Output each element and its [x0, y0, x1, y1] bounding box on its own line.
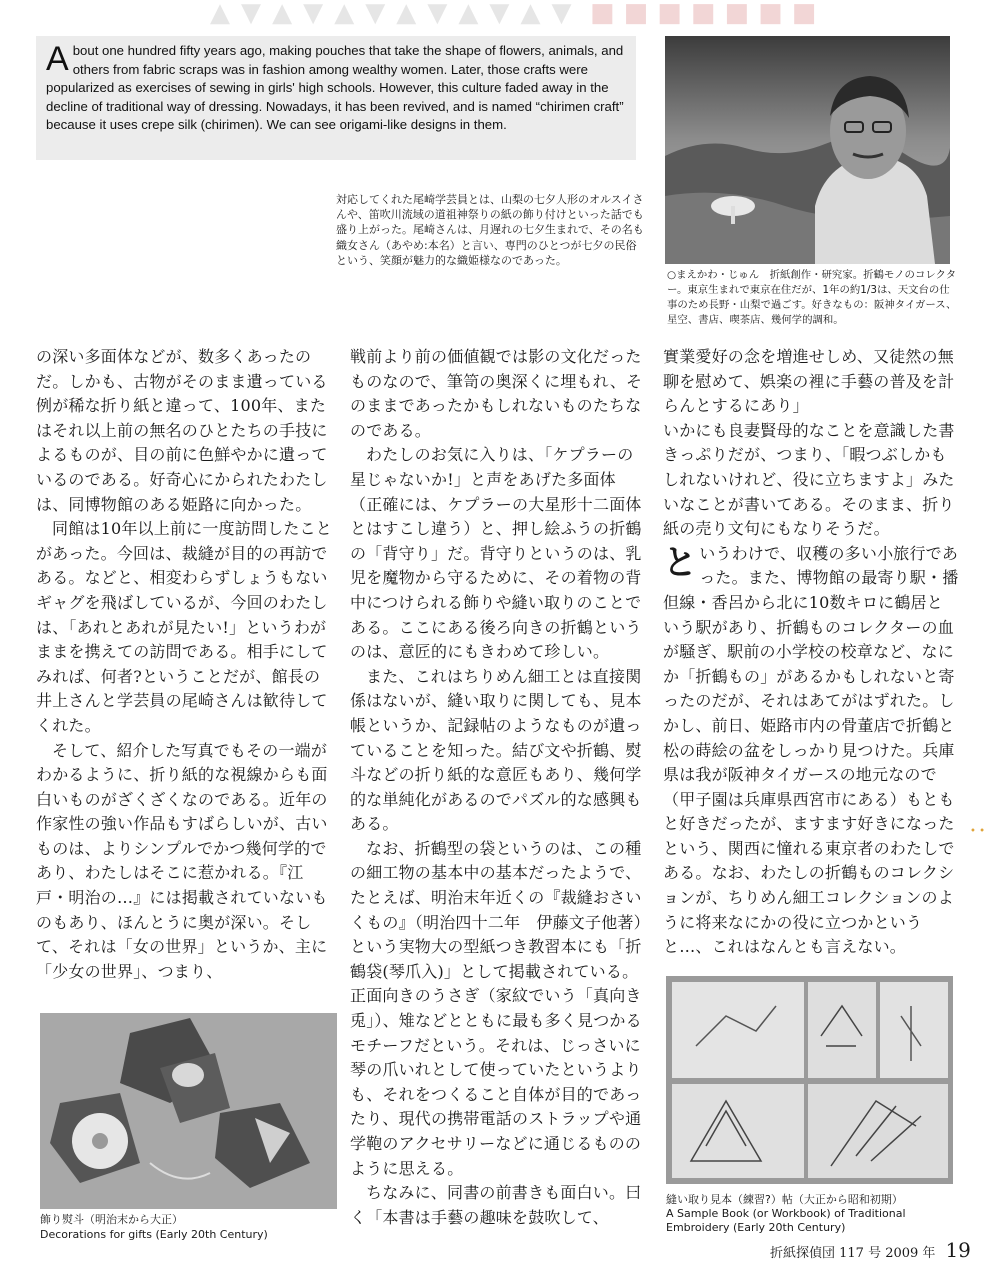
page-footer [770, 1238, 971, 1262]
paragraph: ちなみに、同書の前書きも面白い。曰く「本書は手藝の趣味を鼓吹して、 [350, 1183, 642, 1227]
article-column-3 [663, 345, 959, 960]
paragraph: なお、折鶴型の袋というのは、この種の細工物の基本中の基本だったようで、たとえば、明治末年近くの『裁縫おさいくもの』（明治四十二年 伊藤文子他著）という実物大の型紙つき教習本にも「折鶴袋(琴爪入)」として掲載されている。正面向きのうさぎ（家紋でいう「真向き兎」）、雉などとともに最も多く見つかるモチーフだという。それは、じっさいに琴の爪いれとして使っていたというよりも、それをつくること自体が目的であったり、現代の携帯電話のストラップや通学鞄のアクセサリーなどに通じるもののように思える。 [350, 838, 642, 1178]
caption-ja: 飾り熨斗（明治末から大正） [40, 1213, 183, 1226]
caption-en: A Sample Book (or Workbook) of Traditional Embroidery (Early 20th Century) [666, 1207, 906, 1234]
decorative-dots: • • [970, 826, 985, 837]
header-bleed-text: ▲ ▼ ▲ ▼ ▲ ▼ ▲ ▼ ▲ ▼ ▲ ▼ [210, 0, 573, 28]
intro-dropcap: A [46, 40, 69, 78]
publication-info: 折紙探偵団 117 号 2009 年 [770, 1246, 936, 1261]
caption-en: Decorations for gifts (Early 20th Century) [40, 1228, 268, 1241]
portrait-photo [665, 36, 950, 264]
paragraph-text: いうわけで、収穫の多い小旅行であった。また、博物館の最寄り駅・播但線・香呂から北に10数キロに鶴居という駅があり、折鶴ものコレクターの血が騒ぎ、駅前の小学校の校章など、なにか「折鶴もの」があるかもしれないと寄ったのだが、それはあてがはずれた。しかし、前日、姫路市内の骨董店で折鶴と松の蒔絵の盆をしっかり見つけた。兵庫県は我が阪神タイガースの地元なので（甲子園は兵庫県西宮市にある）もともと好きだったが、ますます好きになったという、関西に憧れる東京者のわたしである。なお、わたしの折鶴ものコレクションが、ちりめん細工コレクションのように将来なにかの役に立つかというと…、これはなんとも言えない。 [663, 543, 959, 957]
intro-box [36, 36, 636, 160]
paragraph: 同館は10年以上前に一度訪問したことがあった。今回は、裁縫が目的の再訪である。などと、相変わらずしょうもないギャグを飛ばしているが、今回のわたしは、「あれとあれが見たい!」というわがままを携えての訪問である。相手にしてみれば、何者?ということだが、館長の井上さんと学芸員の尾崎さんは歓待してくれた。 [36, 519, 332, 735]
page-number: 19 [945, 1238, 971, 1262]
paragraph: 戦前より前の価値観では影の文化だったものなので、筆笥の奥深くに埋もれ、そのままであったかもしれないものたちなのである。 [350, 347, 643, 440]
paragraph: いかにも良妻賢母的なことを意識した書きっぷりだが、つまり、「暇つぶしかもしれないけれど、役に立ちますよ」みたいなことが書いてある。そのまま、折り紙の売り文句にもなりそうだ。 [663, 420, 955, 539]
article-column-1 [36, 345, 332, 984]
side-note: 対応してくれた尾崎学芸員とは、山梨の七夕人形のオルスイさんや、笛吹川流域の道祖神祭りの紙の飾り付けといった話でも盛り上がった。尾崎さんは、月遅れの七夕生まれで、その名も織女さん（あやめ:本名）と言い、専門のひとつが七夕の民俗という、笑顔が魅力的な織姫様なのであった。 [336, 193, 644, 267]
gift-decorations-photo [40, 1013, 337, 1209]
header-bleed-mark: ■ ■ ■ ■ ■ ■ ■ [590, 0, 817, 28]
paragraph [663, 542, 959, 960]
embroidery-sample-photo [666, 976, 953, 1184]
paragraph: の深い多面体などが、数多くあったのだ。しかも、古物がそのまま遺っている例が稀な折り紙と違って、100年、またはそれ以上前の無名のひとたちの手技によるものが、目の前に色鮮やかに遺っているのである。好奇心にかられたわたしは、同博物館のある姫路に向かった。 [36, 347, 328, 514]
article-column-2 [350, 345, 646, 1230]
intro-text: bout one hundred fifty years ago, making pouches that take the shape of flowers, animals, and others from fabric scraps was in fashion among wealthy women. Later, those crafts were popularized as exercises of sewing in girls' high schools. However, this culture faded away in the decline of traditional way of dressing. Nowadays, it has been revived, and is named “chirimen craft” because it uses crepe silk (chirimen). We can see origami-like designs in them. [46, 43, 624, 133]
paragraph: そして、紹介した写真でもその一端がわかるように、折り紙的な視線からも面白いものがざくざくなのである。近年の作家性の強い作品もすばらしいが、古いものは、よりシンプルでかつ幾何学的であり、わたしはそこに惹かれる。『江戸・明治の…』には掲載されていないものもあり、ほんとうに奥が深い。そして、それは「女の世界」というか、主に「少女の世界」、つまり、 [36, 740, 328, 981]
paragraph: 實業愛好の念を増進せしめ、又徒然の無聊を慰めて、娯楽の裡に手藝の普及を計らんとするにあり」 [663, 347, 955, 416]
caption-ja: 縫い取り見本（練習?）帖（大正から昭和初期） [666, 1193, 903, 1206]
paragraph: わたしのお気に入りは、「ケプラーの星じゃないか!」と声をあげた多面体（正確には、ケプラーの大星形十二面体とはすこし違う）と、押し絵ふうの折鶴の「背守り」だ。背守りというのは、乳児を魔物から守るために、その着物の背中につけられる飾りや縫い取りのことである。ここにある後ろ向きの折鶴というのは、意匠的にもきわめて珍しい。 [350, 445, 642, 662]
section-initial: と [663, 542, 698, 583]
paragraph: また、これはちりめん細工とは直接関係はないが、縫い取りに関しても、見本帳というか、記録帖のようなものが遺っていることを知った。結び文や折鶴、熨斗などの折り紙的な意匠もあり、幾何学的な単純化があるのでパズル的な感興もある。 [350, 666, 642, 834]
gift-decorations-caption [40, 1212, 340, 1242]
portrait-caption: ○まえかわ・じゅん 折紙創作・研究家。折鶴モノのコレクター。東京生まれで東京在住だが、1年の約1/3は、天文台の仕事のため長野・山梨で過ごす。好きなもの：阪神タイガース、星空、書店、喫茶店、幾何学的調和。 [667, 269, 957, 326]
header-strip [0, 0, 988, 28]
embroidery-sample-caption [666, 1193, 956, 1235]
